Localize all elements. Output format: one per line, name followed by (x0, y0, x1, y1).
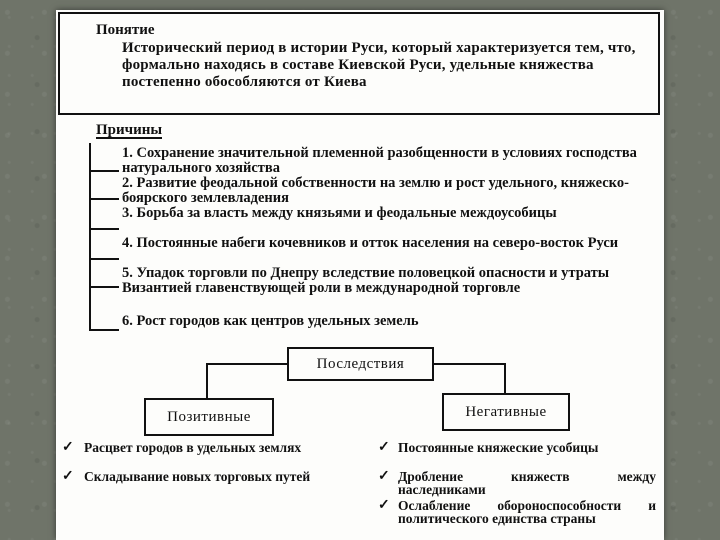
check-icon: ✓ (378, 440, 390, 455)
reason-tick (89, 170, 119, 172)
connector-left-v (206, 363, 208, 398)
check-icon: ✓ (378, 469, 390, 484)
reason-item-2: 2. Развитие феодальной собственности на землю и рост удельного, княжеско-боярского землевладения (122, 175, 629, 206)
check-icon: ✓ (378, 498, 390, 513)
connector-left-h (206, 363, 287, 365)
check-icon: ✓ (62, 440, 74, 455)
concept-title: Понятие (96, 22, 155, 38)
reason-item-6: 6. Рост городов как центров удельных земель (122, 313, 419, 329)
negative-item-3: Ослабление обороноспособности и политического единства страны (398, 498, 656, 526)
positive-box (144, 398, 274, 436)
reasons-title: Причины (96, 122, 163, 138)
positive-title: Позитивные (167, 408, 251, 425)
positive-item-2: Складывание новых торговых путей (84, 469, 311, 484)
reason-item-3: 3. Борьба за власть между князьями и феодальные междоусобицы (122, 205, 557, 221)
concept-text: Исторический период в истории Руси, который характеризуется тем, что, формально находясь в составе Киевской Руси, удельные княжества постепенно обособляются от Киева (122, 40, 636, 90)
reason-tick (89, 228, 119, 230)
connector-right-v (504, 363, 506, 393)
positive-item-1: Расцвет городов в удельных землях (84, 440, 302, 455)
reason-tick (89, 286, 119, 288)
document-page (56, 10, 664, 540)
check-icon: ✓ (62, 469, 74, 484)
reason-item-5: 5. Упадок торговли по Днепру вследствие половецкой опасности и утраты Византией главенствующей роли в международной торговле (122, 265, 610, 296)
consequences-box (287, 347, 434, 381)
consequences-title: Последствия (316, 355, 405, 372)
negative-item-1: Постоянные княжеские усобицы (398, 440, 599, 455)
reason-tick (89, 198, 119, 200)
negative-item-2: Дробление княжеств между наследниками (398, 469, 656, 497)
reason-item-4: 4. Постоянные набеги кочевников и отток населения на северо-восток Руси (122, 235, 619, 251)
connector-right-h (434, 363, 506, 365)
reason-tick (89, 258, 119, 260)
reason-tick (89, 329, 119, 331)
negative-box (442, 393, 570, 431)
reason-item-1: 1. Сохранение значительной племенной разобщенности в условиях господства натурального хозяйства (122, 145, 637, 176)
negative-title: Негативные (465, 403, 547, 420)
